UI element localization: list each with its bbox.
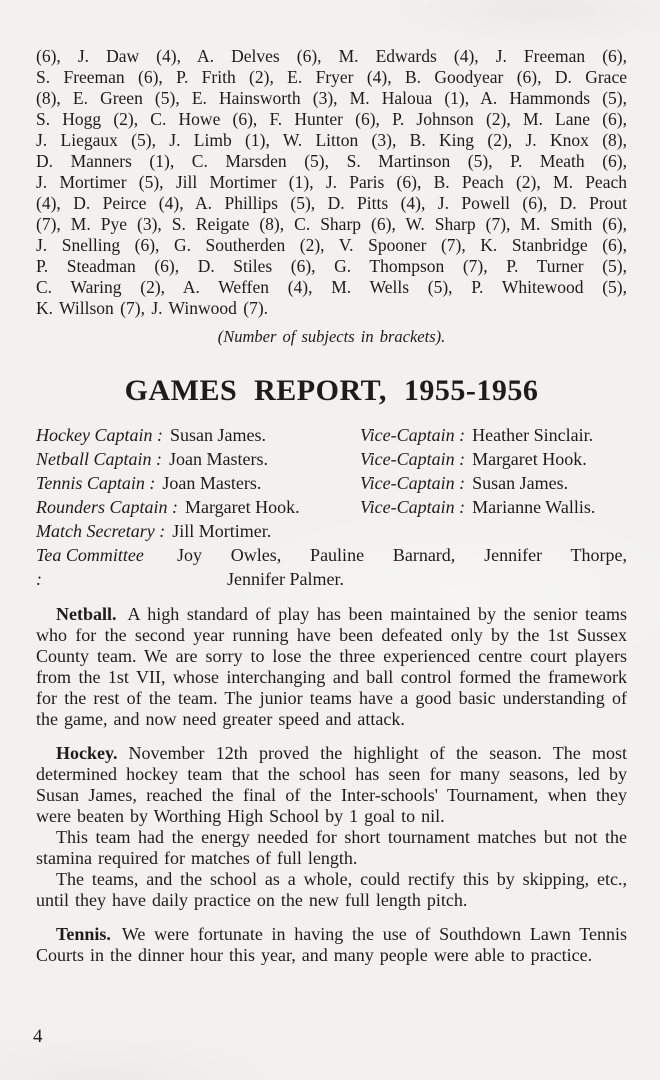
match-secretary-role: Match Secretary : [36,521,166,541]
captain-cell [36,495,360,519]
report-section [36,924,627,966]
report-section [36,743,627,911]
captain-cell [36,423,360,447]
match-secretary-name: Jill Mortimer. [172,521,272,541]
captain-role: Hockey Captain : [36,425,163,445]
match-secretary-cell [36,519,360,543]
vice-captain-cell [360,471,627,495]
prize-list-line: P. Steadman (6), D. Stiles (6), G. Thompson (7), P. Turner (5), [36,256,627,276]
vice-captain-role: Vice-Captain : [360,497,466,517]
tea-committee-names-line1: Joy Owles, Pauline Barnard, Jennifer Thorpe, [177,545,627,565]
prize-list-continued [36,46,627,319]
section-lead-paragraph [36,604,627,730]
prize-list-line: (7), M. Pye (3), S. Reigate (8), C. Sharp (6), W. Sharp (7), M. Smith (6), [36,214,627,234]
vice-captain-name: Marianne Wallis. [472,497,596,517]
prize-list-line: C. Waring (2), A. Weffen (4), M. Wells (5), P. Whitewood (5), [36,277,627,297]
page-content [36,46,627,966]
prize-list-line: J. Liegaux (5), J. Limb (1), W. Litton (3), B. King (2), J. Knox (8), [36,130,627,150]
section-lead-paragraph [36,924,627,966]
vice-captain-cell [360,447,627,471]
captain-role: Tennis Captain : [36,473,156,493]
tea-committee-role: Tea Committee : [36,545,144,589]
prize-list-line: K. Willson (7), J. Winwood (7). [36,298,269,318]
captain-row [36,495,627,519]
section-heading: Tennis. [56,924,111,944]
vice-captain-cell [360,495,627,519]
captain-role: Netball Captain : [36,449,162,469]
vice-captain-name: Susan James. [472,473,569,493]
vice-captain-role: Vice-Captain : [360,425,466,445]
section-paragraph: This team had the energy needed for short tournament matches but not the stamina required for matches of full length. [36,827,627,868]
captain-name: Joan Masters. [169,449,268,469]
prize-list-line: (8), E. Green (5), E. Hainsworth (3), M. Haloua (1), A. Hammonds (5), [36,88,627,108]
prize-list-line: J. Snelling (6), G. Southerden (2), V. Spooner (7), K. Stanbridge (6), [36,235,627,255]
captain-name: Joan Masters. [162,473,262,493]
tea-committee-names-line2: Jennifer Palmer. [227,569,344,589]
captain-name: Susan James. [169,425,266,445]
captain-row [36,423,627,447]
captain-name: Margaret Hook. [185,497,300,517]
subjects-note: (Number of subjects in brackets). [217,327,446,346]
captain-row [36,447,627,471]
captain-cell [36,447,360,471]
captains-list [36,423,627,519]
vice-captain-name: Margaret Hook. [472,449,587,469]
section-lead-paragraph [36,743,627,827]
vice-captain-cell [360,423,627,447]
tea-committee-names [159,543,627,591]
section-lead-text: A high standard of play has been maintained by the senior teams who for the second year running have been defeated only by the 1st Sussex County team. We are sorry to lose the three experienced centre court players from the 1st VII, whose interchanging and ball control formed the framework for the rest of the team. The junior teams have a good basic understanding of the game, and now need greater speed and attack. [36,604,627,729]
vice-captain-role: Vice-Captain : [360,473,466,493]
prize-list-line: (6), J. Daw (4), A. Delves (6), M. Edwards (4), J. Freeman (6), [36,46,627,66]
section-heading: Hockey. [56,743,118,763]
games-report-title: GAMES REPORT, 1955-1956 [124,374,539,407]
prize-list-line: S. Freeman (6), P. Frith (2), E. Fryer (4), B. Goodyear (6), D. Grace [36,67,627,87]
section-paragraph: The teams, and the school as a whole, could rectify this by skipping, etc., until they have daily practice on the new full length pitch. [36,869,627,910]
report-section [36,604,627,730]
report-sections [36,604,627,966]
prize-list-line: (4), D. Peirce (4), A. Phillips (5), D. Pitts (4), J. Powell (6), D. Prout [36,193,627,213]
vice-captain-name: Heather Sinclair. [472,425,594,445]
prize-list-line: D. Manners (1), C. Marsden (5), S. Martinson (5), P. Meath (6), [36,151,627,171]
tea-committee-row [36,543,627,591]
section-more-paragraphs [36,827,627,911]
match-secretary-row [36,519,627,543]
vice-captain-role: Vice-Captain : [360,449,466,469]
section-lead-text: November 12th proved the highlight of the season. The most determined hockey team that the school has seen for many seasons, led by Susan James, reached the final of the Inter-schools' Tournament, when they were beaten by Worthing High School by 1 goal to nil. [36,743,627,826]
page-number: 4 [33,1026,43,1047]
section-heading: Netball. [56,604,117,624]
prize-list-line: J. Mortimer (5), Jill Mortimer (1), J. Paris (6), B. Peach (2), M. Peach [36,172,627,192]
captain-row [36,471,627,495]
prize-list-line: S. Hogg (2), C. Howe (6), F. Hunter (6), P. Johnson (2), M. Lane (6), [36,109,627,129]
captain-cell [36,471,360,495]
captain-role: Rounders Captain : [36,497,178,517]
section-lead-text: We were fortunate in having the use of Southdown Lawn Tennis Courts in the dinner hour this year, and many people were able to practice. [36,924,627,965]
